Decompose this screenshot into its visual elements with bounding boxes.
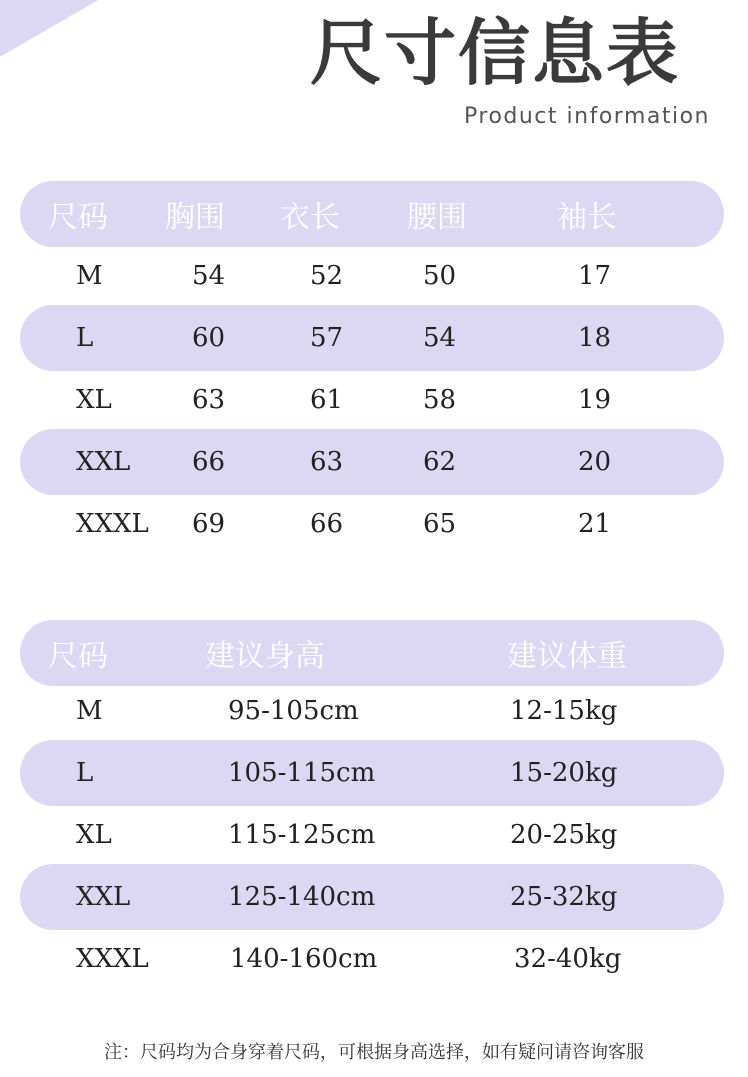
table-row [20,243,724,309]
header-waist: 腰围 [407,200,467,235]
cell-chest: 54 [192,261,226,291]
cell-sleeve: 17 [578,261,612,291]
header-size: 尺码 [48,639,108,674]
table-header-row [20,181,724,247]
header-height: 建议身高 [205,639,325,674]
cell-waist: 54 [423,323,457,353]
cell-size: XL [76,820,112,850]
cell-sleeve: 21 [578,509,612,539]
cell-waist: 62 [423,447,457,477]
table-row [20,367,724,433]
cell-chest: 69 [192,509,226,539]
cell-sleeve: 19 [578,385,612,415]
table-header-row [20,620,724,686]
cell-chest: 60 [192,323,226,353]
cell-size: M [76,696,103,726]
page-title: 尺寸信息表 [310,11,681,95]
cell-size: XXXL [76,944,149,974]
cell-size: L [76,323,94,353]
table-row [20,305,724,371]
cell-chest: 66 [192,447,226,477]
cell-length: 63 [310,447,344,477]
cell-length: 57 [310,323,344,353]
cell-waist: 65 [423,509,457,539]
table-row [20,864,724,930]
cell-weight: 12-15kg [510,696,618,726]
header-sleeve: 袖长 [557,200,617,235]
cell-waist: 50 [423,261,457,291]
cell-size: XXXL [76,509,149,539]
cell-chest: 63 [192,385,226,415]
page-subtitle: Product information [464,104,710,129]
footer-note: 注：尺码均为合身穿着尺码，可根据身高选择，如有疑问请咨询客服 [104,1042,644,1063]
cell-length: 61 [310,385,344,415]
size-measurement-table [20,181,724,557]
table-row [20,802,724,868]
cell-height: 125-140cm [228,882,376,912]
cell-waist: 58 [423,385,457,415]
cell-height: 140-160cm [230,944,378,974]
cell-height: 95-105cm [228,696,359,726]
table-row [20,429,724,495]
table-row [20,740,724,806]
cell-height: 115-125cm [228,820,376,850]
table-row [20,491,724,557]
header-size: 尺码 [48,200,108,235]
cell-size: M [76,261,103,291]
header-chest: 胸围 [165,200,225,235]
cell-weight: 25-32kg [510,882,618,912]
table-row [20,926,724,992]
cell-weight: 32-40kg [514,944,622,974]
corner-decoration [0,0,120,80]
cell-sleeve: 20 [578,447,612,477]
table-row [20,678,724,744]
cell-sleeve: 18 [578,323,612,353]
cell-size: L [76,758,94,788]
cell-length: 52 [310,261,344,291]
cell-length: 66 [310,509,344,539]
header-weight: 建议体重 [507,639,627,674]
cell-height: 105-115cm [228,758,376,788]
cell-size: XXL [76,447,131,477]
header-length: 衣长 [280,200,340,235]
size-recommendation-table [20,620,724,992]
cell-weight: 20-25kg [510,820,618,850]
cell-weight: 15-20kg [510,758,618,788]
cell-size: XL [76,385,112,415]
cell-size: XXL [76,882,131,912]
